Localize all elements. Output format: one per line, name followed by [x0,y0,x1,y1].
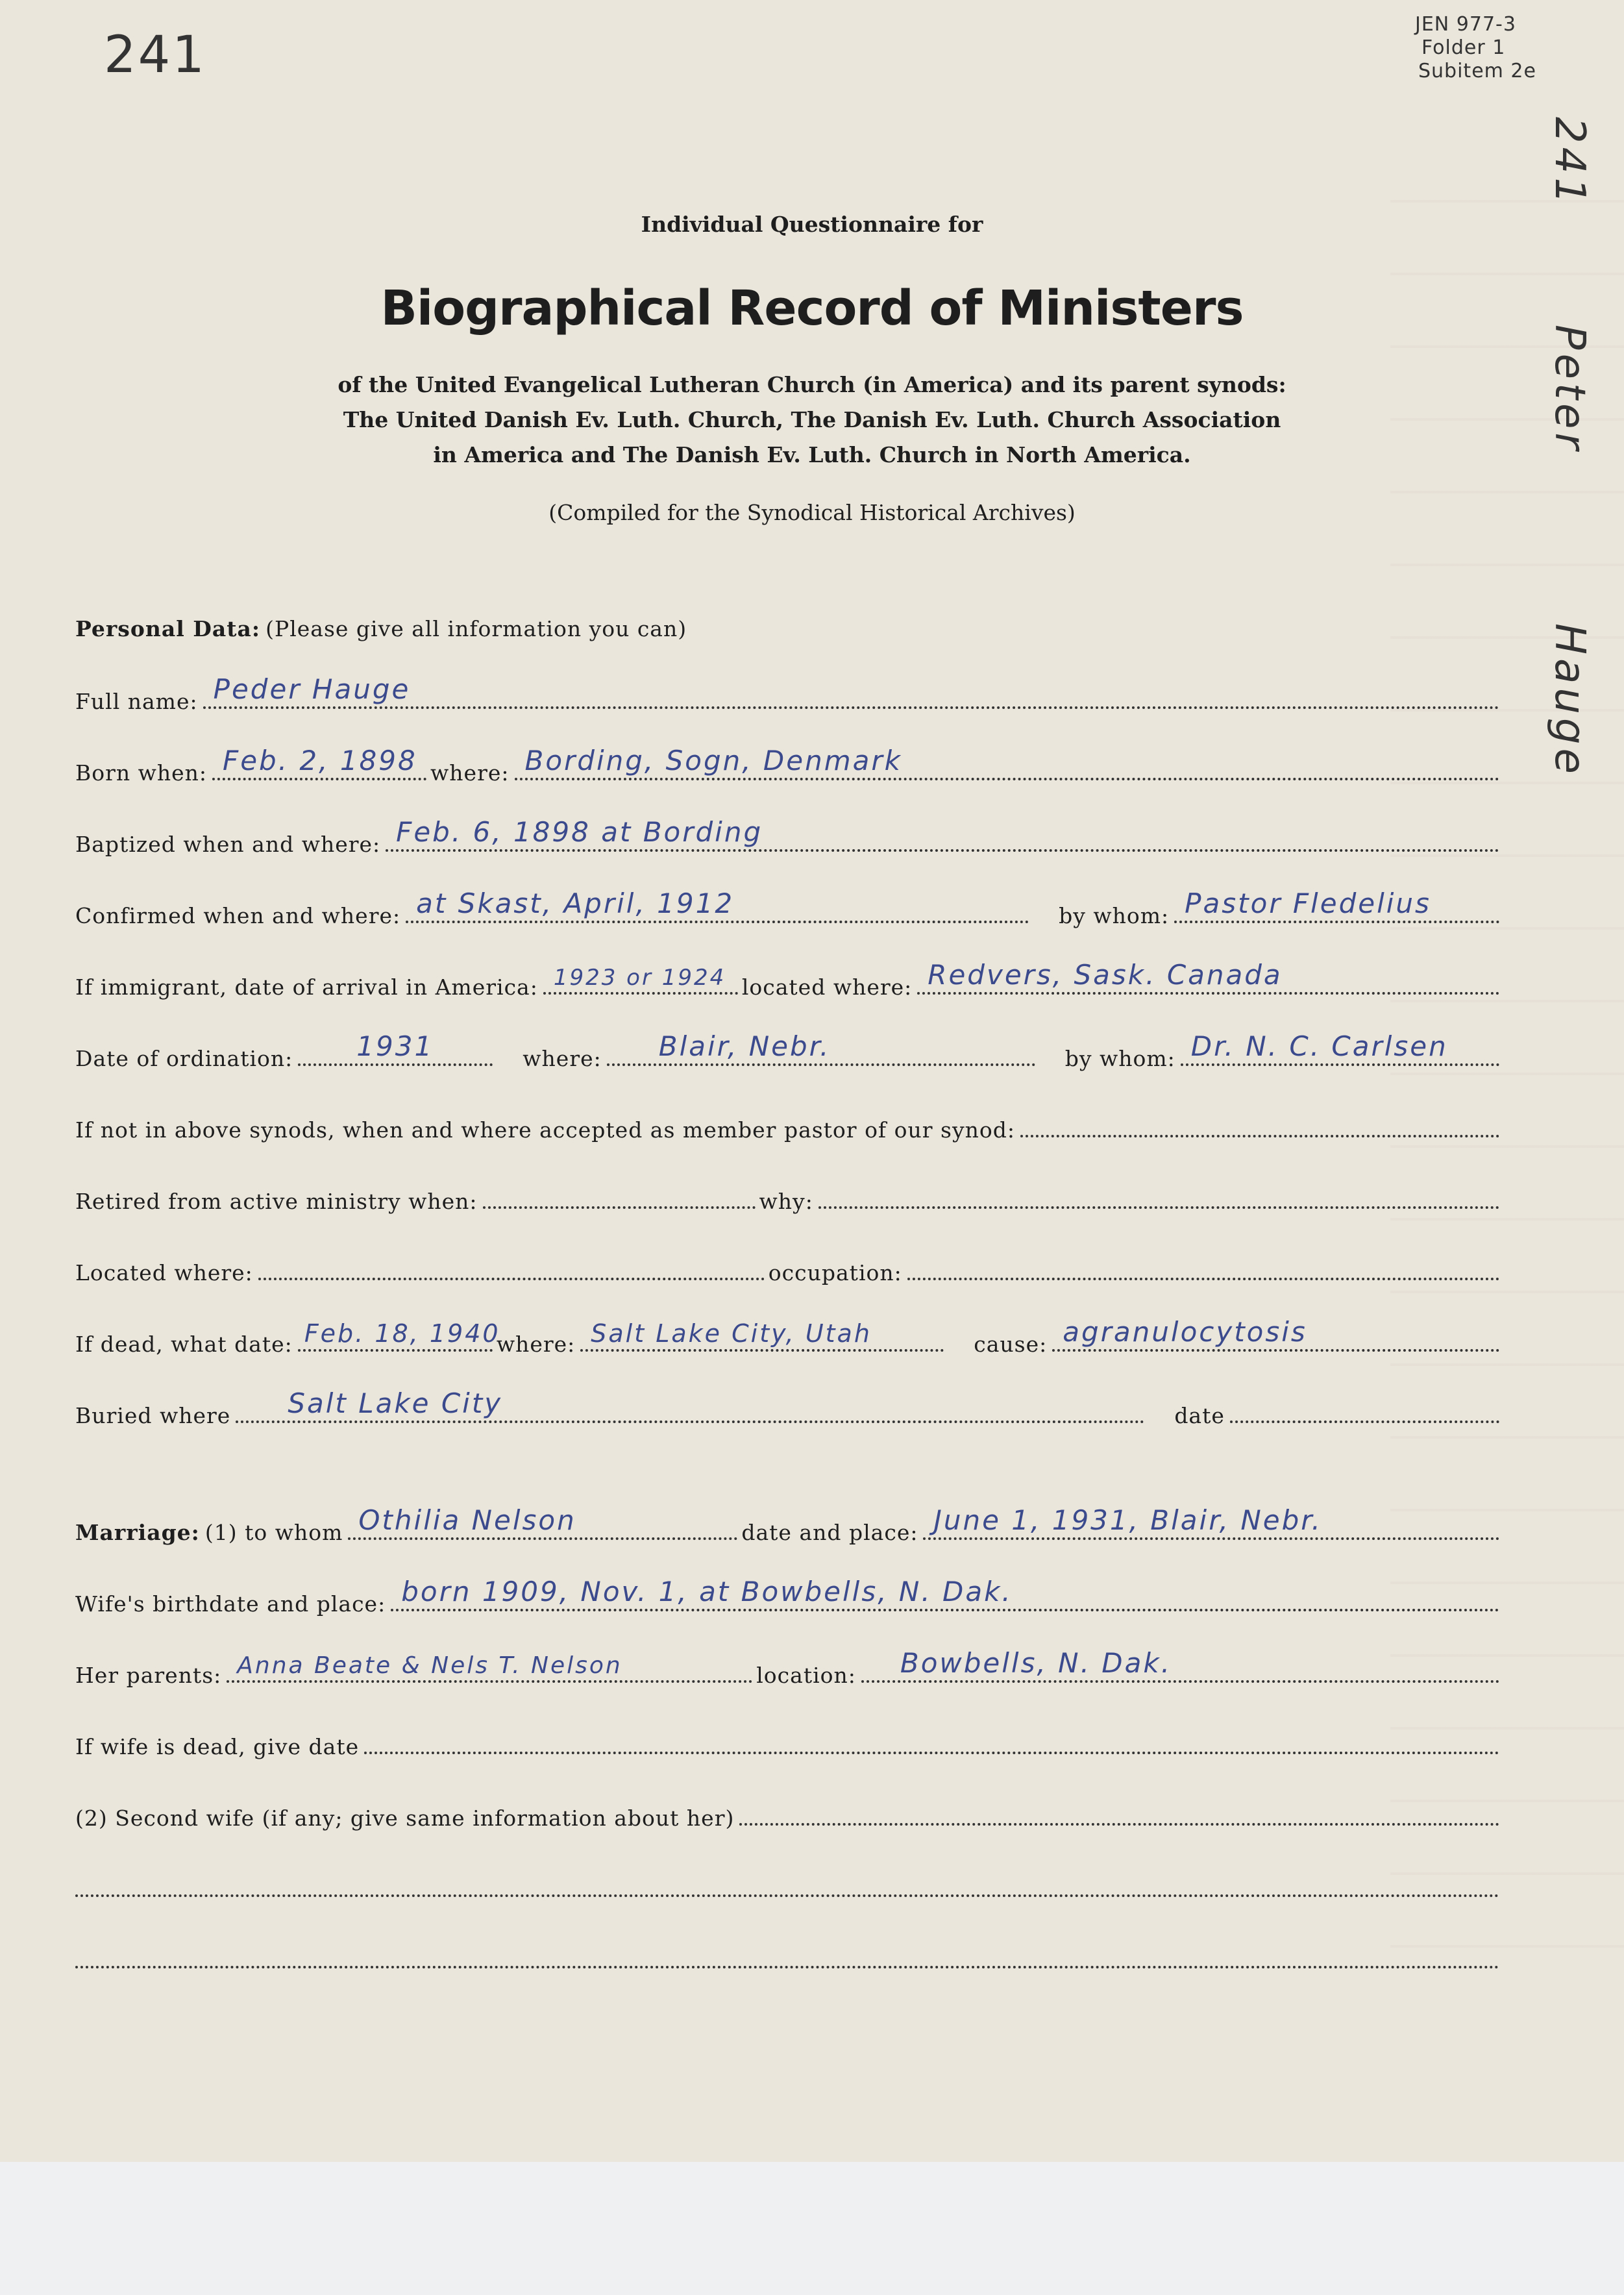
retired-why-field[interactable] [818,1180,1499,1209]
wife-birth-value: born 1909, Nov. 1, at Bowbells, N. Dak. [401,1576,1013,1607]
parents-field[interactable] [227,1654,752,1683]
ordination-label: Date of ordination: [75,1046,293,1071]
marriage-row [75,1506,1503,1545]
cause-value: agranulocytosis [1063,1316,1307,1348]
dead-where-field[interactable] [580,1319,944,1352]
full-name-label: Full name: [75,689,198,714]
immigrant-date-value: 1923 or 1924 [553,965,726,991]
parents-label: Her parents: [75,1663,222,1688]
located-where-field[interactable] [258,1252,765,1280]
confirmed-by-value: Pastor Fledelius [1185,887,1431,919]
born-where-label: where: [430,760,510,786]
wife-birth-row [75,1578,1503,1617]
dead-date-value: Feb. 18, 1940 [304,1319,500,1348]
ordination-where-field[interactable] [607,1030,1035,1066]
blank-line-2 [75,1935,1503,1974]
ordination-by-value: Dr. N. C. Carlsen [1190,1030,1448,1062]
accepted-label: If not in above synods, when and where accepted as member pastor of our synod: [75,1117,1015,1143]
form-top-line: Individual Questionnaire for [641,212,983,237]
wife-birth-label: Wife's birthdate and place: [75,1591,386,1617]
form-subtitle-line-1: of the United Evangelical Lutheran Church (in America) and its parent synods: [338,372,1286,397]
marriage-label: Marriage: [75,1520,200,1545]
parents-location-field[interactable] [861,1647,1499,1683]
born-when-field[interactable] [212,745,426,780]
immigrant-where-field[interactable] [917,959,1499,995]
date-place-value: June 1, 1931, Blair, Nebr. [933,1504,1322,1536]
dead-where-value: Salt Lake City, Utah [591,1319,872,1348]
personal-data-heading [75,602,1503,641]
dead-date-field[interactable] [298,1319,500,1352]
second-wife-label: (2) Second wife (if any; give same information about her) [75,1805,735,1831]
ordination-where-value: Blair, Nebr. [658,1030,831,1062]
dead-where-label: where: [496,1332,576,1357]
personal-data-note: (Please give all information you can) [265,616,687,641]
second-wife-row [75,1792,1503,1831]
baptized-field[interactable] [386,816,1499,852]
blank-line-field-1[interactable] [75,1868,1499,1897]
cause-field[interactable] [1052,1316,1499,1352]
catalog-annotation-3: Subitem 2e [1418,60,1536,82]
confirmed-field[interactable] [406,887,1029,923]
occupation-field[interactable] [907,1252,1499,1280]
immigrant-row [75,961,1503,1000]
immigrant-where-label: located where: [741,974,913,1000]
side-annotation-given-name: Peter [1545,325,1593,454]
wife-dead-field[interactable] [364,1726,1499,1754]
full-name-field[interactable] [203,673,1499,709]
parents-value: Anna Beate & Nels T. Nelson [237,1652,622,1679]
ordination-where-label: where: [523,1046,602,1071]
confirmed-value: at Skast, April, 1912 [416,887,735,919]
buried-row [75,1389,1503,1428]
confirmed-by-field[interactable] [1174,887,1499,923]
accepted-field[interactable] [1020,1109,1499,1137]
parents-row [75,1649,1503,1688]
baptized-label: Baptized when and where: [75,832,381,857]
scan-background [0,2162,1624,2295]
retired-why-label: why: [759,1189,813,1214]
ordination-by-label: by whom: [1064,1046,1175,1071]
confirmed-by-label: by whom: [1059,903,1170,928]
dead-row [75,1318,1503,1357]
catalog-annotation-1: JEN 977-3 [1415,13,1516,36]
born-where-value: Bording, Sogn, Denmark [524,745,902,776]
buried-where-field[interactable] [236,1387,1144,1423]
ordination-date-value: 1931 [356,1030,434,1062]
retired-label: Retired from active ministry when: [75,1189,478,1214]
second-wife-field[interactable] [739,1797,1499,1826]
to-whom-value: Othilia Nelson [358,1504,576,1536]
retired-when-field[interactable] [483,1180,756,1209]
full-name-row [75,675,1503,714]
buried-date-label: date [1174,1403,1225,1428]
immigrant-label: If immigrant, date of arrival in America: [75,974,538,1000]
born-when-label: Born when: [75,760,208,786]
born-row [75,747,1503,786]
born-where-field[interactable] [515,745,1500,780]
buried-date-field[interactable] [1230,1395,1499,1423]
born-when-value: Feb. 2, 1898 [223,745,417,776]
to-whom-field[interactable] [348,1504,737,1540]
blank-line-1 [75,1863,1503,1902]
blank-line-field-2[interactable] [75,1940,1499,1968]
ordination-date-field[interactable] [298,1030,493,1066]
side-annotation-number: 241 [1545,117,1593,208]
buried-where-label: Buried where [75,1403,231,1428]
occupation-label: occupation: [768,1260,902,1285]
cause-label: cause: [974,1332,1048,1357]
to-whom-label: (1) to whom [204,1520,343,1545]
wife-dead-label: If wife is dead, give date [75,1734,360,1759]
confirmed-label: Confirmed when and where: [75,903,401,928]
personal-data-label: Personal Data: [75,616,261,641]
confirmed-row [75,889,1503,928]
ordination-row [75,1032,1503,1071]
ordination-by-field[interactable] [1181,1030,1499,1066]
baptized-row [75,818,1503,857]
form-title: Biographical Record of Ministers [380,280,1244,336]
wife-dead-row [75,1720,1503,1759]
dead-date-label: If dead, what date: [75,1332,293,1357]
wife-birth-field[interactable] [391,1576,1499,1611]
date-place-field[interactable] [923,1504,1499,1540]
catalog-annotation-2: Folder 1 [1421,36,1506,59]
page-number-annotation: 241 [104,26,206,84]
full-name-value: Peder Hauge [213,673,411,705]
form-compiled-note: (Compiled for the Synodical Historical Archives) [548,500,1076,525]
located-label: Located where: [75,1260,253,1285]
form-subtitle-line-2: The United Danish Ev. Luth. Church, The Danish Ev. Luth. Church Association [343,407,1281,432]
parents-location-label: location: [756,1663,856,1688]
baptized-value: Feb. 6, 1898 at Bording [396,816,763,848]
accepted-row [75,1104,1503,1143]
immigrant-date-field[interactable] [543,966,738,995]
retired-row [75,1175,1503,1214]
buried-where-value: Salt Lake City [288,1387,503,1419]
form-subtitle-line-3: in America and The Danish Ev. Luth. Church in North America. [433,442,1191,467]
located-row [75,1247,1503,1285]
side-annotation-surname: Hauge [1545,623,1593,778]
immigrant-where-value: Redvers, Sask. Canada [928,959,1283,991]
parents-location-value: Bowbells, N. Dak. [900,1647,1172,1679]
date-place-label: date and place: [741,1520,918,1545]
